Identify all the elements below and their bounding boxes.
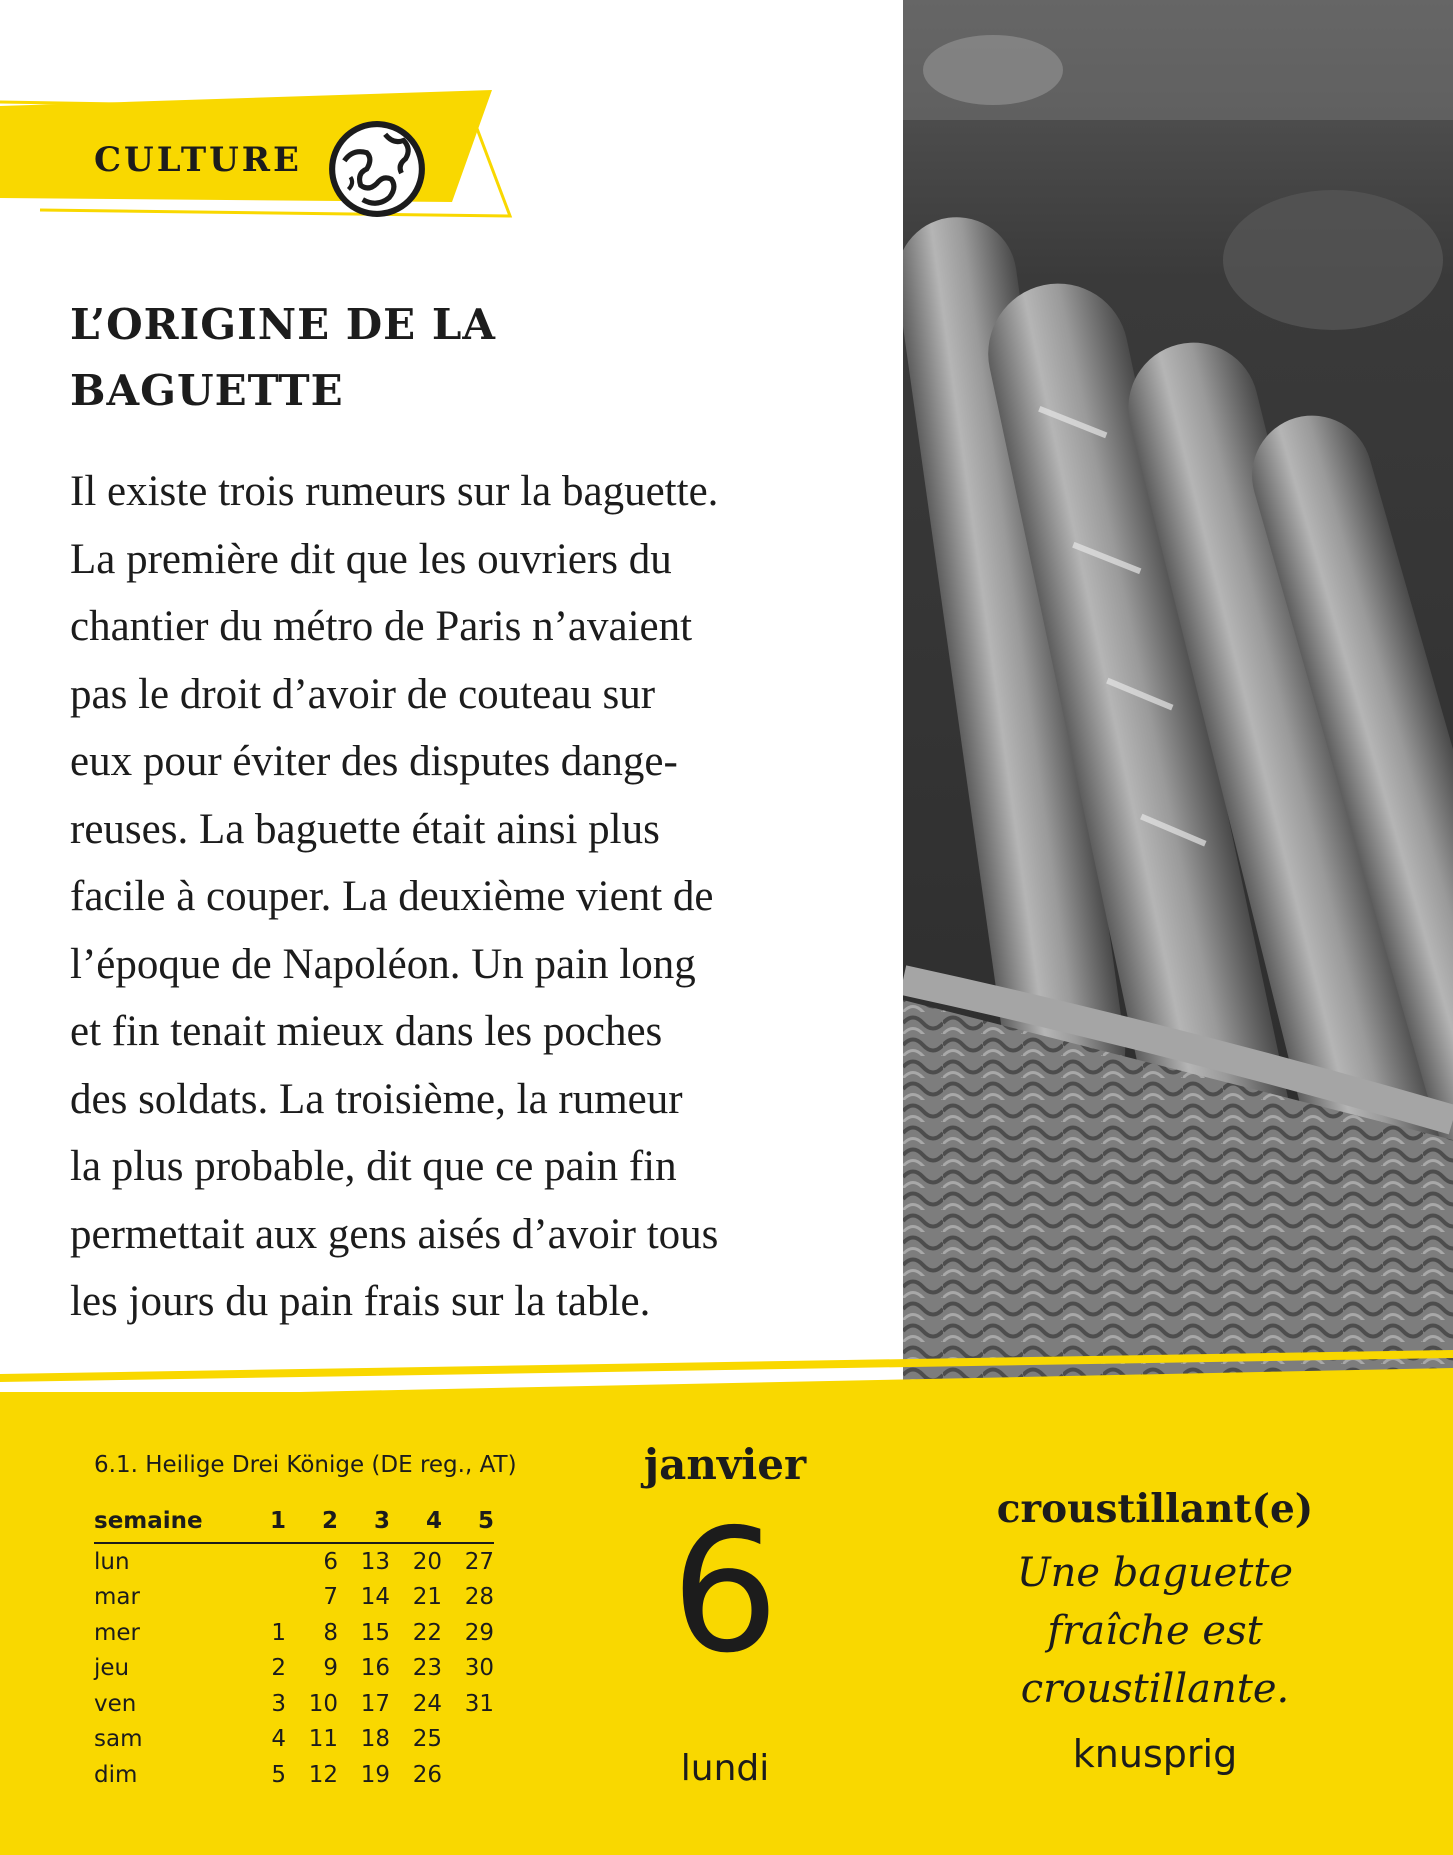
holiday-note: 6.1. Heilige Drei Könige (DE reg., AT) [94, 1452, 517, 1478]
calendar-day: 6 [323, 1548, 338, 1575]
calendar-day: 30 [464, 1655, 494, 1682]
baguette-photo [903, 0, 1453, 1395]
calendar-day: 10 [308, 1690, 338, 1717]
calendar-day: 23 [412, 1655, 442, 1682]
week-label: semaine [94, 1502, 234, 1543]
calendar-day: 26 [412, 1761, 442, 1788]
weekday-label: mer [94, 1619, 141, 1646]
calendar-day [234, 1580, 286, 1616]
calendar-day [442, 1722, 494, 1758]
calendar-day: 12 [308, 1761, 338, 1788]
month-name: janvier [643, 1440, 807, 1489]
calendar-day: 8 [323, 1619, 338, 1646]
calendar-day: 11 [308, 1726, 338, 1753]
calendar-header-row [94, 1502, 494, 1543]
example-line: fraîche est [1047, 1608, 1263, 1654]
body-line: chantier du métro de Paris n’avaient [70, 603, 693, 650]
calendar-day: 28 [464, 1584, 494, 1611]
calendar-day: 5 [271, 1761, 286, 1788]
weekday-label: mar [94, 1584, 140, 1611]
body-line: Il existe trois rumeurs sur la baguette. [70, 468, 719, 515]
article-body [70, 458, 900, 1336]
vocab-translation: knusprig [1072, 1732, 1238, 1776]
brush-divider [0, 1330, 1453, 1400]
body-line: et fin tenait mieux dans les poches [70, 1008, 663, 1055]
calendar-day: 31 [464, 1690, 494, 1717]
week-number: 3 [338, 1502, 390, 1543]
calendar-day: 27 [464, 1548, 494, 1575]
calendar-day: 19 [360, 1761, 390, 1788]
calendar-row [94, 1651, 494, 1687]
example-line: Une baguette [1016, 1550, 1294, 1596]
body-line: eux pour éviter des disputes dange- [70, 738, 678, 785]
weekday-label: jeu [94, 1655, 130, 1682]
calendar-day: 3 [271, 1690, 286, 1717]
month-calendar [94, 1502, 494, 1793]
calendar-day: 2 [271, 1655, 286, 1682]
body-line: l’époque de Napoléon. Un pain long [70, 940, 696, 988]
week-number: 4 [390, 1502, 442, 1543]
title-line: L’ORIGINE DE LA [70, 300, 496, 349]
body-line: pas le droit d’avoir de couteau sur [70, 670, 656, 718]
vocab-example [960, 1544, 1350, 1718]
calendar-day [234, 1543, 286, 1580]
calendar-day: 4 [271, 1726, 286, 1753]
week-number: 2 [286, 1502, 338, 1543]
calendar-day: 16 [360, 1655, 390, 1682]
category-label: CULTURE [94, 140, 302, 180]
body-line: permettait aux gens aisés d’avoir tous [70, 1210, 719, 1258]
body-line: des soldats. La troisième, la rumeur [70, 1075, 683, 1123]
calendar-day: 17 [360, 1690, 390, 1717]
calendar-day: 14 [360, 1584, 390, 1611]
calendar-row [94, 1757, 494, 1793]
weekday-name: lundi [680, 1748, 770, 1789]
calendar-day: 15 [360, 1619, 390, 1646]
weekday-label: ven [94, 1690, 137, 1717]
body-line: La première dit que les ouvriers du [70, 535, 672, 583]
week-number: 5 [442, 1502, 494, 1543]
calendar-day: 7 [323, 1584, 338, 1611]
body-line: la plus probable, dit que ce pain fin [70, 1143, 677, 1190]
globe-icon [326, 118, 428, 220]
weekday-label: dim [94, 1761, 138, 1788]
calendar-day: 29 [464, 1619, 494, 1646]
title-line: BAGUETTE [70, 366, 344, 415]
calendar-row [94, 1543, 494, 1580]
calendar-day: 13 [360, 1548, 390, 1575]
weekday-label: sam [94, 1726, 143, 1753]
body-line: reuses. La baguette était ainsi plus [70, 805, 660, 853]
calendar-row [94, 1722, 494, 1758]
calendar-day: 25 [412, 1726, 442, 1753]
calendar-day: 9 [323, 1655, 338, 1682]
example-line: croustillante. [1020, 1666, 1290, 1712]
body-line: facile à couper. La deuxième vient de [70, 873, 714, 920]
vocab-word: croustillant(e) [996, 1486, 1314, 1532]
calendar-row [94, 1580, 494, 1616]
calendar-day [442, 1757, 494, 1793]
calendar-day: 1 [271, 1619, 286, 1646]
calendar-day: 22 [412, 1619, 442, 1646]
week-number: 1 [234, 1502, 286, 1543]
calendar-day: 18 [360, 1726, 390, 1753]
calendar-day: 24 [412, 1690, 442, 1717]
weekday-label: lun [94, 1548, 130, 1575]
body-line: les jours du pain frais sur la table. [70, 1278, 651, 1325]
calendar-day: 21 [412, 1584, 442, 1611]
calendar-row [94, 1686, 494, 1722]
article-title [70, 292, 870, 424]
day-number: 6 [670, 1493, 780, 1691]
calendar-day: 20 [412, 1548, 442, 1575]
calendar-row [94, 1615, 494, 1651]
